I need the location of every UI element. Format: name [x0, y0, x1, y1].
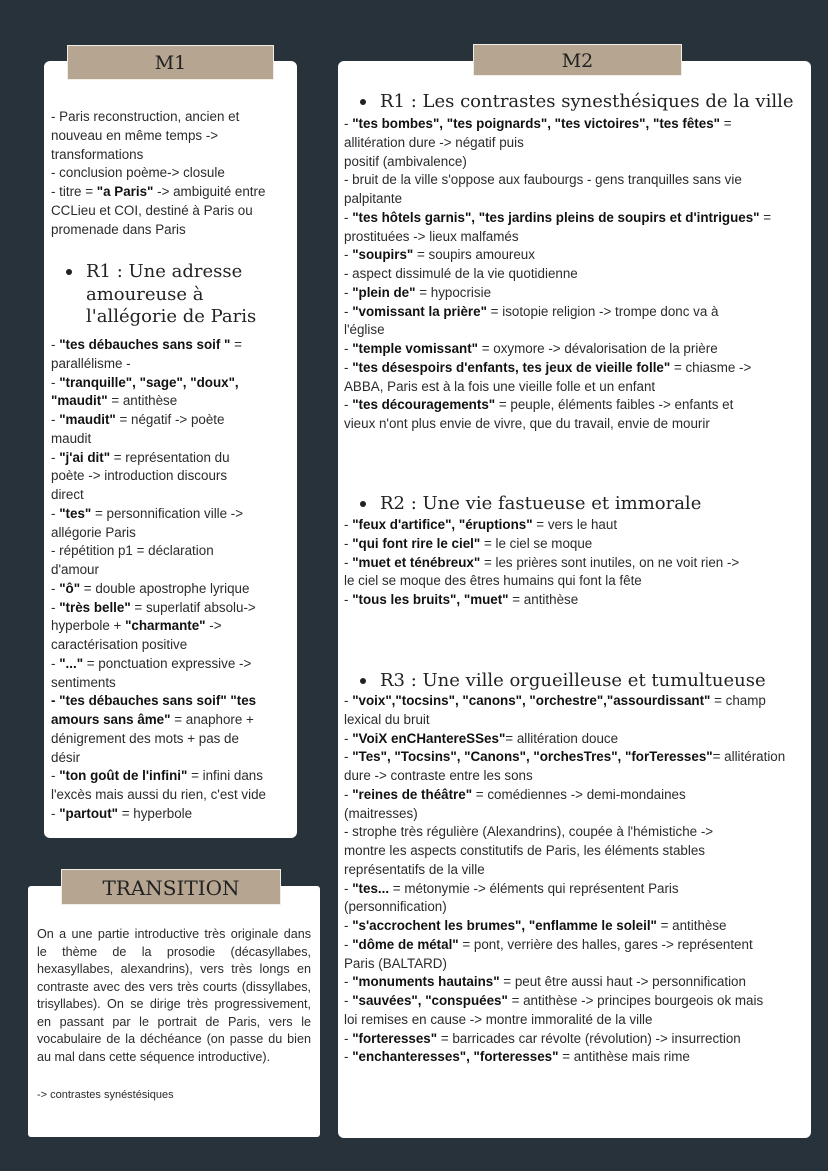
note-text: - — [344, 918, 353, 933]
quoted-term: "très belle" — [59, 599, 131, 615]
note-line — [51, 449, 266, 468]
note-text: - — [344, 974, 353, 990]
note-line — [51, 221, 265, 240]
note-text: = hypocrisie — [415, 284, 492, 300]
note-text: - — [344, 303, 353, 319]
note-line — [51, 786, 266, 805]
note-text: positif (ambivalence) — [344, 153, 467, 169]
note-text: = oxymore -> dévalorisation de la prière — [478, 341, 718, 356]
note-text: dénigrement des mots + pas de — [51, 730, 239, 746]
note-text: = pont, verrière des halles, gares -> représentent — [458, 936, 753, 952]
note-text: - — [51, 412, 60, 427]
note-line — [344, 359, 771, 378]
note-line — [344, 880, 785, 899]
note-text: prostituées -> lieux malfamés — [344, 228, 519, 244]
note-text: (personnification) — [344, 899, 447, 915]
note-line — [344, 340, 771, 359]
note-text: - — [51, 599, 60, 615]
note-text: poète -> introduction discours — [51, 468, 228, 484]
note-text: = champ — [710, 693, 766, 708]
note-text: - — [51, 449, 60, 465]
note-line — [51, 767, 266, 786]
note-text: (maitresses) — [344, 805, 418, 821]
note-text: dure -> contraste entre les sons — [344, 768, 533, 783]
note-text: sentiments — [51, 674, 116, 690]
quoted-term: "ô" — [59, 580, 81, 596]
m1-r1-heading — [66, 261, 291, 329]
note-text: = métonymie -> éléments qui représentent Paris — [389, 880, 679, 896]
m1-r1-heading-line: amoureuse à — [86, 283, 204, 305]
note-text: - — [344, 359, 353, 375]
m2-r3-heading — [360, 670, 766, 692]
quoted-term: "maudit" — [59, 412, 116, 427]
quoted-term: "qui font rire le ciel" — [352, 535, 481, 551]
note-line — [344, 134, 771, 153]
note-text: montre les aspects constitutifs de Paris, les éléments stables — [344, 843, 705, 858]
note-line — [344, 265, 771, 284]
note-line — [344, 415, 771, 434]
note-line — [51, 392, 266, 411]
note-line — [51, 486, 266, 505]
quoted-term: - "tes débauches sans soif" "tes — [51, 693, 257, 709]
note-line — [51, 164, 265, 183]
quoted-term: "tes" — [59, 505, 92, 521]
note-line — [51, 411, 266, 430]
note-line — [344, 591, 739, 610]
m2-r1-notes — [344, 115, 771, 434]
note-line — [344, 190, 771, 209]
note-text: = — [759, 209, 772, 225]
note-text: désir — [51, 749, 81, 765]
quoted-term: "tes... — [352, 880, 390, 896]
note-line — [344, 823, 785, 842]
note-text: l'église — [344, 322, 385, 338]
note-text: = antithèse -> principes bourgeois ok mais — [507, 993, 764, 1008]
note-text: = antithèse — [656, 918, 727, 933]
note-line — [344, 936, 785, 955]
note-text: d'amour — [51, 562, 99, 577]
bullet-icon — [360, 99, 366, 105]
note-line — [51, 580, 266, 599]
note-line — [344, 767, 785, 786]
quoted-term: "muet et ténébreux" — [352, 554, 481, 570]
note-text: - — [344, 397, 353, 413]
note-text: - — [344, 993, 353, 1008]
note-line — [51, 146, 265, 165]
m1-r1-notes — [51, 336, 266, 824]
quoted-term: "temple vomissant" — [352, 341, 478, 356]
note-line — [51, 542, 266, 561]
note-text: = infini dans — [187, 768, 263, 784]
quoted-term: "..." — [59, 655, 84, 671]
quoted-term: "dôme de métal" — [352, 936, 459, 952]
note-line — [344, 321, 771, 340]
note-line — [51, 524, 266, 543]
note-line — [344, 748, 785, 767]
note-text: - strophe très régulière (Alexandrins), coupée à l'hémistiche -> — [344, 824, 714, 840]
note-line — [51, 183, 265, 202]
m2-r3-notes — [344, 692, 785, 1067]
quoted-term: "reines de théâtre" — [352, 786, 473, 802]
note-text: l'excès mais aussi du rien, c'est vide — [51, 787, 266, 802]
note-line — [344, 115, 771, 134]
note-text: = isotopie religion -> trompe donc va à — [486, 303, 719, 319]
note-text: = négatif -> poète — [115, 412, 225, 427]
note-text: -> — [205, 618, 222, 634]
note-line — [344, 516, 739, 535]
note-text: caractérisation positive — [51, 637, 188, 652]
note-text: promenade dans Paris — [51, 221, 186, 237]
transition-text: On a une partie introductive très originale dans le thème de la prosodie (décasyllabes, hexasyllabes, alexandrins), vers très longs en contraste avec des vers très courts (dissyllabes, trisyllabes). On se dirige très progressivement, en passant par le portrait de Paris, vers le vocabulaire de la déchéance (on passe du bien au mal dans cette séquence introductive). — [37, 927, 311, 1064]
note-line — [344, 711, 785, 730]
quoted-term: "tes débauches sans soif " — [59, 337, 231, 352]
note-text: - — [344, 1049, 353, 1065]
quoted-term: "enchanteresses", "forteresses" — [352, 1049, 559, 1065]
note-text: - — [344, 592, 353, 607]
quoted-term: amours sans âme" — [51, 712, 171, 727]
note-line — [344, 786, 785, 805]
note-text: - Paris reconstruction, ancien et — [51, 109, 240, 124]
note-line — [344, 861, 785, 880]
note-text: direct — [51, 487, 84, 502]
quoted-term: "j'ai dit" — [59, 449, 111, 465]
note-text: - — [344, 341, 353, 356]
quoted-term: "monuments hautains" — [352, 974, 500, 990]
note-line — [344, 1030, 785, 1049]
note-line — [51, 108, 265, 127]
note-text: nouveau en même temps -> — [51, 127, 219, 143]
bullet-icon — [66, 269, 72, 275]
m1-r1-heading-line: l'allégorie de Paris — [86, 306, 257, 327]
quoted-term: "VoiX enCHantereSSes" — [352, 730, 506, 746]
note-line — [344, 973, 785, 992]
transition-note: -> contrastes synéstésiques — [37, 1089, 174, 1101]
note-text: - — [344, 730, 353, 746]
note-text: = peut être aussi haut -> personnification — [499, 974, 746, 990]
note-line — [344, 153, 771, 172]
note-text: allitération dure -> négatif puis — [344, 134, 524, 150]
note-line — [344, 805, 785, 824]
note-text: - — [51, 805, 60, 821]
note-line — [344, 730, 785, 749]
note-text: = chiasme -> — [670, 359, 752, 375]
quoted-term: "feux d'artifice", "éruptions" — [352, 517, 533, 532]
note-text: - — [51, 580, 60, 596]
note-text: - — [51, 505, 60, 521]
note-line — [51, 674, 266, 693]
note-text: = allitération — [712, 749, 786, 765]
note-text: = vers le haut — [532, 517, 618, 532]
quoted-term: "tes bombes", "tes poignards", "tes victoires", "tes fêtes" — [352, 116, 720, 131]
note-line — [51, 561, 266, 580]
note-text: = double apostrophe lyrique — [80, 580, 250, 596]
note-text: - — [344, 284, 353, 300]
note-text: - — [344, 749, 353, 765]
note-line — [344, 396, 771, 415]
note-text: = antithèse — [107, 393, 178, 409]
quoted-term: "tranquille", "sage", "doux", — [59, 374, 239, 390]
note-text: - — [344, 535, 353, 551]
note-text: - titre = — [51, 184, 97, 199]
transition-tab: TRANSITION — [61, 869, 281, 905]
note-line — [51, 730, 266, 749]
m2-r2-heading-text: R2 : Une vie fastueuse et immorale — [380, 493, 702, 514]
note-text: = peuple, éléments faibles -> enfants et — [495, 397, 734, 413]
m2-r1-heading — [360, 91, 794, 113]
note-text: vieux n'ont plus envie de vivre, que du travail, envie de mourir — [344, 416, 710, 431]
note-text: - répétition p1 = déclaration — [51, 543, 214, 559]
note-text: - — [344, 1030, 353, 1046]
note-text: - conclusion poème-> closule — [51, 165, 225, 181]
m2-r3-heading-text: R3 : Une ville orgueilleuse et tumultueuse — [380, 670, 766, 691]
quoted-term: "vomissant la prière" — [352, 303, 487, 319]
note-line — [344, 378, 771, 397]
note-text: - — [344, 936, 353, 952]
quoted-term: "tous les bruits", "muet" — [352, 592, 509, 607]
note-text: = antithèse — [508, 592, 579, 607]
quoted-term: "plein de" — [352, 284, 416, 300]
note-line — [51, 655, 266, 674]
note-text: le ciel se moque des êtres humains qui font la fête — [344, 573, 642, 589]
quoted-term: "sauvées", "conspuées" — [352, 993, 508, 1008]
note-text: lexical du bruit — [344, 711, 430, 727]
note-text: - — [344, 554, 353, 570]
note-line — [344, 209, 771, 228]
quoted-term: "a Paris" — [96, 184, 154, 199]
note-text: - — [344, 209, 353, 225]
note-line — [51, 692, 266, 711]
note-line — [344, 303, 771, 322]
note-line — [51, 749, 266, 768]
note-line — [51, 505, 266, 524]
note-text: = allitération douce — [505, 730, 619, 746]
note-line — [344, 171, 771, 190]
note-line — [51, 127, 265, 146]
note-line — [51, 599, 266, 618]
note-text: = personnification ville -> — [91, 505, 244, 521]
note-line — [51, 355, 266, 374]
note-text: = soupirs amoureux — [413, 247, 535, 263]
note-text: palpitante — [344, 191, 403, 206]
note-text: = — [230, 337, 242, 352]
note-text: ABBA, Paris est à la fois une vieille folle et un enfant — [344, 378, 656, 394]
note-line — [344, 992, 785, 1011]
note-line — [344, 1011, 785, 1030]
quoted-term: "tes hôtels garnis", "tes jardins pleins de soupirs et d'intrigues" — [352, 209, 760, 225]
note-text: - — [344, 693, 353, 708]
note-line — [51, 202, 265, 221]
note-text: - bruit de la ville s'oppose aux faubourgs - gens tranquilles sans vie — [344, 172, 742, 188]
note-text: Paris (BALTARD) — [344, 955, 447, 971]
quoted-term: "soupirs" — [352, 247, 414, 263]
note-text: - — [344, 517, 353, 532]
m2-tab: M2 — [473, 44, 682, 76]
quoted-term: "tes désespoirs d'enfants, tes jeux de vieille folle" — [352, 359, 671, 375]
quoted-term: "tes découragements" — [352, 397, 496, 413]
note-text: hyperbole + — [51, 618, 126, 634]
note-text: loi remises en cause -> montre immoralité de la ville — [344, 1011, 653, 1027]
note-line — [344, 898, 785, 917]
note-text: - — [51, 337, 60, 352]
quoted-term: "Tes", "Tocsins", "Canons", "orchesTres", "forTeresses" — [352, 749, 713, 765]
note-line — [344, 1048, 785, 1067]
note-line — [344, 228, 771, 247]
bullet-icon — [360, 678, 366, 684]
note-text: = ponctuation expressive -> — [83, 655, 252, 671]
note-line — [51, 805, 266, 824]
note-text: transformations — [51, 146, 144, 162]
note-line — [344, 692, 785, 711]
note-text: = hyperbole — [118, 805, 193, 821]
m1-tab: M1 — [67, 45, 274, 80]
note-text: = — [720, 116, 732, 131]
note-line — [51, 336, 266, 355]
quoted-term: "s'accrochent les brumes", "enflamme le soleil" — [352, 918, 657, 933]
quoted-term: "ton goût de l'infini" — [59, 768, 188, 784]
m2-r1-heading-text: R1 : Les contrastes synesthésiques de la ville — [380, 91, 794, 112]
note-line — [344, 917, 785, 936]
note-text: CCLieu et COI, destiné à Paris ou — [51, 202, 253, 218]
note-text: allégorie Paris — [51, 524, 136, 540]
note-text: = barricades car révolte (révolution) -> insurrection — [437, 1030, 741, 1046]
note-text: - — [51, 655, 60, 671]
quoted-term: "forteresses" — [352, 1030, 438, 1046]
bullet-icon — [360, 501, 366, 507]
note-line — [344, 955, 785, 974]
note-text: - — [344, 786, 353, 802]
note-text: -> ambiguité entre — [153, 184, 266, 199]
note-text: - — [344, 880, 353, 896]
note-text: = représentation du — [110, 449, 230, 465]
note-line — [51, 636, 266, 655]
m2-r2-notes — [344, 516, 739, 610]
note-line — [51, 430, 266, 449]
note-text: parallélisme - — [51, 355, 131, 371]
note-line — [51, 617, 266, 636]
note-line — [344, 572, 739, 591]
note-text: = antithèse mais rime — [558, 1049, 690, 1065]
note-text: maudit — [51, 430, 92, 446]
note-text: - — [344, 247, 353, 263]
note-text: représentatifs de la ville — [344, 861, 485, 877]
quoted-term: "charmante" — [125, 618, 206, 634]
note-line — [344, 284, 771, 303]
m1-r1-heading-line: R1 : Une adresse — [86, 261, 243, 282]
quoted-term: "maudit" — [51, 393, 108, 409]
note-text: = comédiennes -> demi-mondaines — [472, 786, 686, 802]
note-text: = anaphore + — [170, 712, 254, 727]
note-text: - — [51, 374, 60, 390]
m2-r2-heading — [360, 493, 701, 515]
note-line — [51, 374, 266, 393]
note-line — [344, 535, 739, 554]
note-line — [51, 711, 266, 730]
m1-intro — [51, 108, 265, 239]
note-text: - — [51, 768, 60, 784]
quoted-term: "voix","tocsins", "canons", "orchestre","assourdissant" — [352, 693, 711, 708]
note-line — [344, 554, 739, 573]
quoted-term: "partout" — [59, 805, 119, 821]
note-line — [344, 842, 785, 861]
note-line — [344, 246, 771, 265]
note-text: - aspect dissimulé de la vie quotidienne — [344, 266, 578, 281]
note-text: - — [344, 116, 353, 131]
note-text: = les prières sont inutiles, on ne voit rien -> — [480, 554, 740, 570]
note-line — [51, 467, 266, 486]
note-text: = le ciel se moque — [480, 535, 593, 551]
note-text: = superlatif absolu-> — [130, 599, 256, 615]
